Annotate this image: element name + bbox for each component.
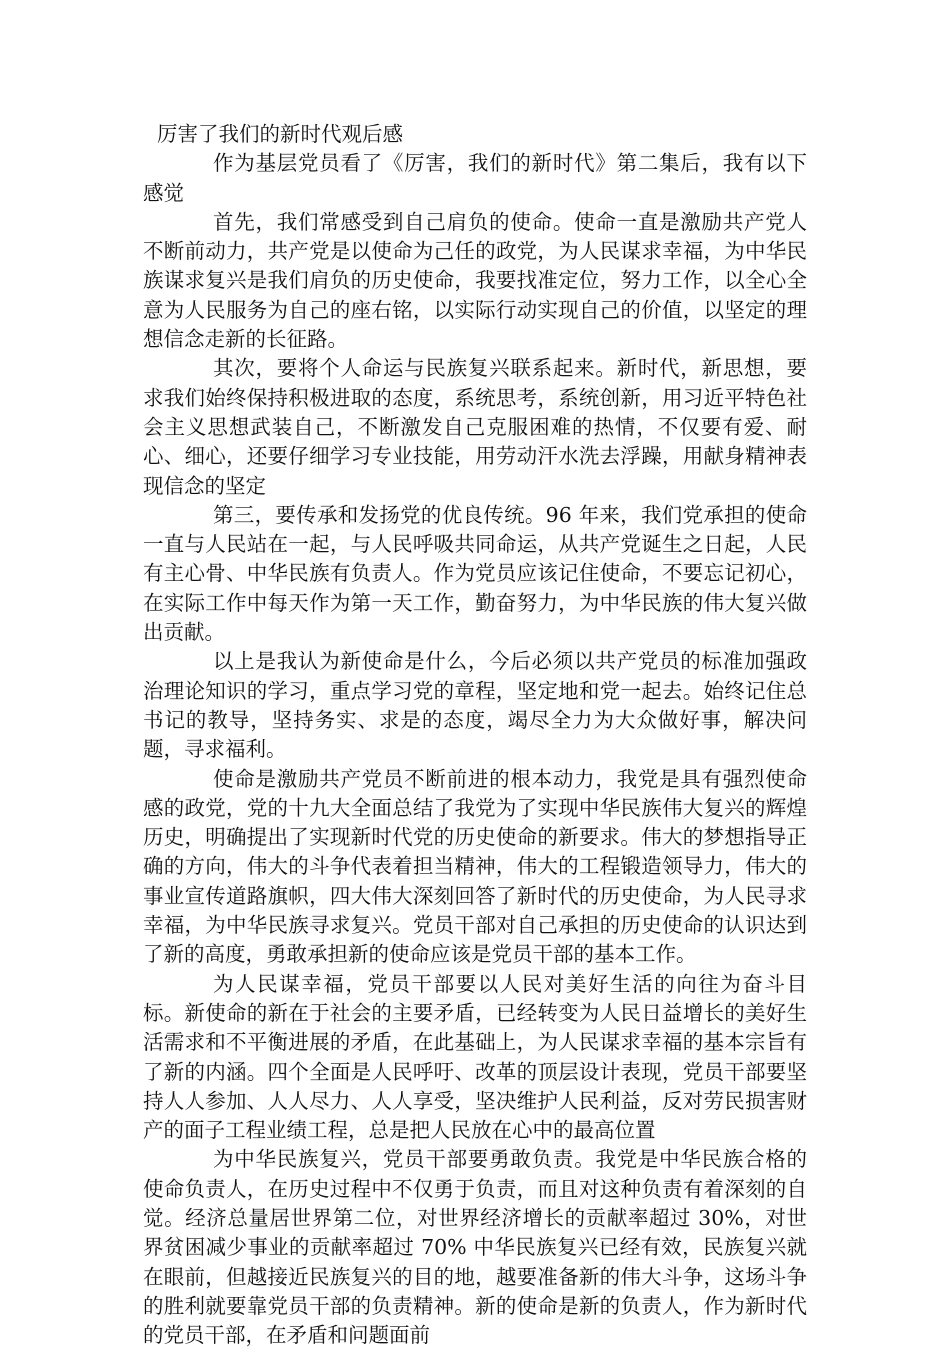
paragraph-rejuvenation: 为中华民族复兴，党员干部要勇敢负责。我党是中华民族合格的使命负责人，在历史过程中不仅勇于负责，而且对这种负责有着深刻的自觉。经济总量居世界第二位，对世界经济增长的贡献率超过 30%，对世界贫困减少事业的贡献率超过 70% 中华民族复兴已经有效，民族复兴就在眼前，但越接近民族复兴的目的地，越要准备新的伟大斗争，这场斗争的胜利就要靠党员干部的负责精神。新的使命是新的负责人，作为新时代的党员干部，在矛盾和问题面前 [143,1147,807,1348]
paragraph-happiness: 为人民谋幸福，党员干部要以人民对美好生活的向往为奋斗目标。新使命的新在于社会的主要矛盾，已经转变为人民日益增长的美好生活需求和不平衡进展的矛盾，在此基础上，为人民谋求幸福的基本宗旨有了新的内涵。四个全面是人民呼吁、改革的顶层设计表现，党员干部要坚持人人参加、人人尽力、人人享受，坚决维护人民利益，反对劳民损害财产的面子工程业绩工程，总是把人民放在心中的最高位置 [143,971,807,1143]
paragraph-mission: 使命是激励共产党员不断前进的根本动力，我党是具有强烈使命感的政党，党的十九大全面总结了我党为了实现中华民族伟大复兴的辉煌历史，明确提出了实现新时代党的历史使命的新要求。伟大的梦想指导正确的方向，伟大的斗争代表着担当精神，伟大的工程锻造领导力，伟大的事业宣传道路旗帜，四大伟大深刻回答了新时代的历史使命，为人民寻求幸福，为中华民族寻求复兴。党员干部对自己承担的历史使命的认识达到了新的高度，勇敢承担新的使命应该是党员干部的基本工作。 [143,766,807,967]
paragraph-third-point: 第三，要传承和发扬党的优良传统。96 年来，我们党承担的使命一直与人民站在一起，与人民呼吸共同命运，从共产党诞生之日起，人民有主心骨、中华民族有负责人。作为党员应该记住使命，不要忘记初心，在实际工作中每天作为第一天工作，勤奋努力，为中华民族的伟大复兴做出贡献。 [143,502,807,645]
paragraph-second-point: 其次，要将个人命运与民族复兴联系起来。新时代，新思想，要求我们始终保持积极进取的态度，系统思考，系统创新，用习近平特色社会主义思想武装自己，不断激发自己克服困难的热情，不仅要有爱、耐心、细心，还要仔细学习专业技能，用劳动汗水洗去浮躁，用献身精神表现信念的坚定 [143,356,807,498]
paragraph-summary: 以上是我认为新使命是什么，今后必须以共产党员的标准加强政治理论知识的学习，重点学习党的章程，坚定地和党一起去。始终记住总书记的教导，坚持务实、求是的态度，竭尽全力为大众做好事，解决问题，寻求福利。 [143,649,807,762]
document-body [143,120,807,1350]
paragraph-intro: 作为基层党员看了《厉害，我们的新时代》第二集后，我有以下感觉 [143,151,807,205]
paragraph-first-point: 首先，我们常感受到自己肩负的使命。使命一直是激励共产党人不断前动力，共产党是以使命为己任的政党，为人民谋求幸福，为中华民族谋求复兴是我们肩负的历史使命，我要找准定位，努力工作，以全心全意为人民服务为自己的座右铭，以实际行动实现自己的价值，以坚定的理想信念走新的长征路。 [143,209,807,352]
document-title: 厉害了我们的新时代观后感 [157,122,403,146]
